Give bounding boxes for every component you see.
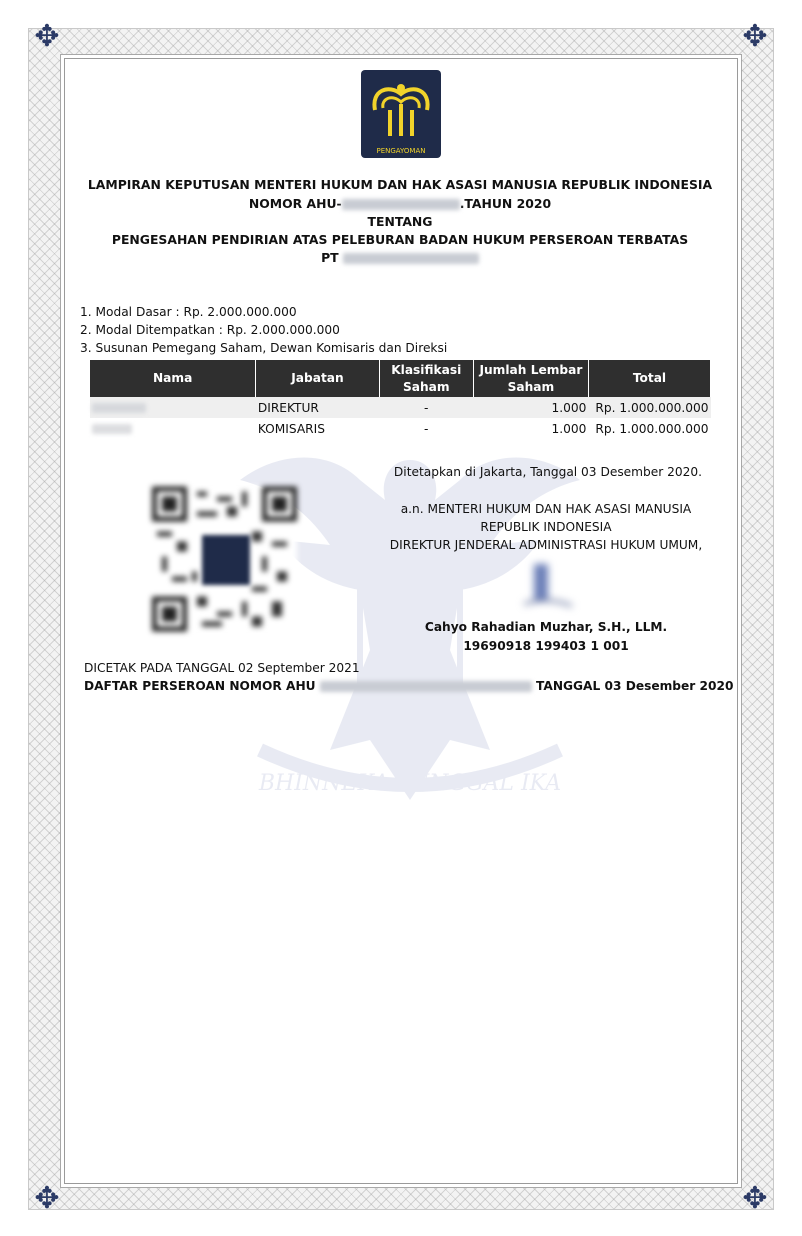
signatory-nip: 19690918 199403 1 001: [463, 639, 629, 653]
dirjen-line: DIREKTUR JENDERAL ADMINISTRASI HUKUM UMUM,: [389, 538, 703, 552]
nama-cell: [90, 397, 256, 418]
jabatan-cell: KOMISARIS: [257, 421, 325, 436]
col-nama: Nama: [90, 360, 256, 397]
redacted-register-number: [320, 681, 532, 692]
pengayoman-emblem-icon: [361, 70, 441, 146]
signature-image: [520, 560, 576, 612]
decree-title: LAMPIRAN KEPUTUSAN MENTERI HUKUM DAN HAK ASASI MANUSIA REPUBLIK INDONESIA: [87, 177, 713, 192]
total-cell: Rp. 1.000.000.000: [588, 397, 710, 418]
daftar-line: DAFTAR PERSEROAN NOMOR AHU TANGGAL 03 Desember 2020: [84, 679, 734, 693]
jabatan-cell: DIREKTUR: [256, 397, 379, 418]
modal-ditempatkan: 2. Modal Ditempatkan : Rp. 2.000.000.000: [80, 323, 340, 337]
dicetak-line: DICETAK PADA TANGGAL 02 September 2021: [84, 661, 360, 675]
qr-center-logo: [202, 535, 250, 585]
decree-number: NOMOR AHU- .TAHUN 2020: [248, 196, 552, 211]
modal-dasar: 1. Modal Dasar : Rp. 2.000.000.000: [80, 305, 297, 319]
decree-tentang: TENTANG: [367, 214, 433, 229]
corner-ornament-icon: ✥: [34, 1181, 60, 1216]
corner-ornament-icon: ✥: [742, 1181, 768, 1216]
klasifikasi-cell: -: [379, 397, 473, 418]
company-name: PT: [70, 250, 730, 265]
corner-ornament-icon: ✥: [742, 19, 768, 54]
jumlah-cell: 1.000: [551, 421, 587, 436]
col-klasifikasi: Klasifikasi Saham: [379, 360, 473, 397]
susunan-heading: 3. Susunan Pemegang Saham, Dewan Komisaris dan Direksi: [80, 341, 448, 355]
redacted-name: [92, 403, 146, 413]
watermark-motto: BHINNEKA TUNGGAL IKA: [258, 771, 562, 796]
redacted-number: [342, 199, 460, 210]
pengayoman-logo: [361, 70, 441, 158]
total-cell: Rp. 1.000.000.000: [595, 421, 709, 436]
table-header-row: [90, 360, 711, 397]
decree-subject: PENGESAHAN PENDIRIAN ATAS PELEBURAN BADAN HUKUM PERSEROAN TERBATAS: [111, 232, 689, 247]
signatory-name: Cahyo Rahadian Muzhar, S.H., LLM.: [424, 620, 668, 634]
nama-cell: [90, 418, 256, 439]
col-jumlah: Jumlah Lembar Saham: [473, 360, 588, 397]
redacted-company: [343, 253, 479, 264]
klasifikasi-cell: -: [424, 421, 429, 436]
jumlah-cell: 1.000: [473, 397, 588, 418]
table-row: [90, 418, 711, 439]
col-total: Total: [588, 360, 710, 397]
col-jabatan: Jabatan: [256, 360, 379, 397]
an-line-1: a.n. MENTERI HUKUM DAN HAK ASASI MANUSIA: [400, 502, 692, 516]
shareholder-table: [90, 360, 711, 439]
corner-ornament-icon: ✥: [34, 19, 60, 54]
table-row: [90, 397, 711, 418]
redacted-name: [92, 424, 132, 434]
ditetapkan-line: Ditetapkan di Jakarta, Tanggal 03 Desember 2020.: [393, 465, 703, 479]
emblem-label: PENGAYOMAN: [376, 147, 426, 155]
an-line-2: REPUBLIK INDONESIA: [480, 520, 612, 534]
